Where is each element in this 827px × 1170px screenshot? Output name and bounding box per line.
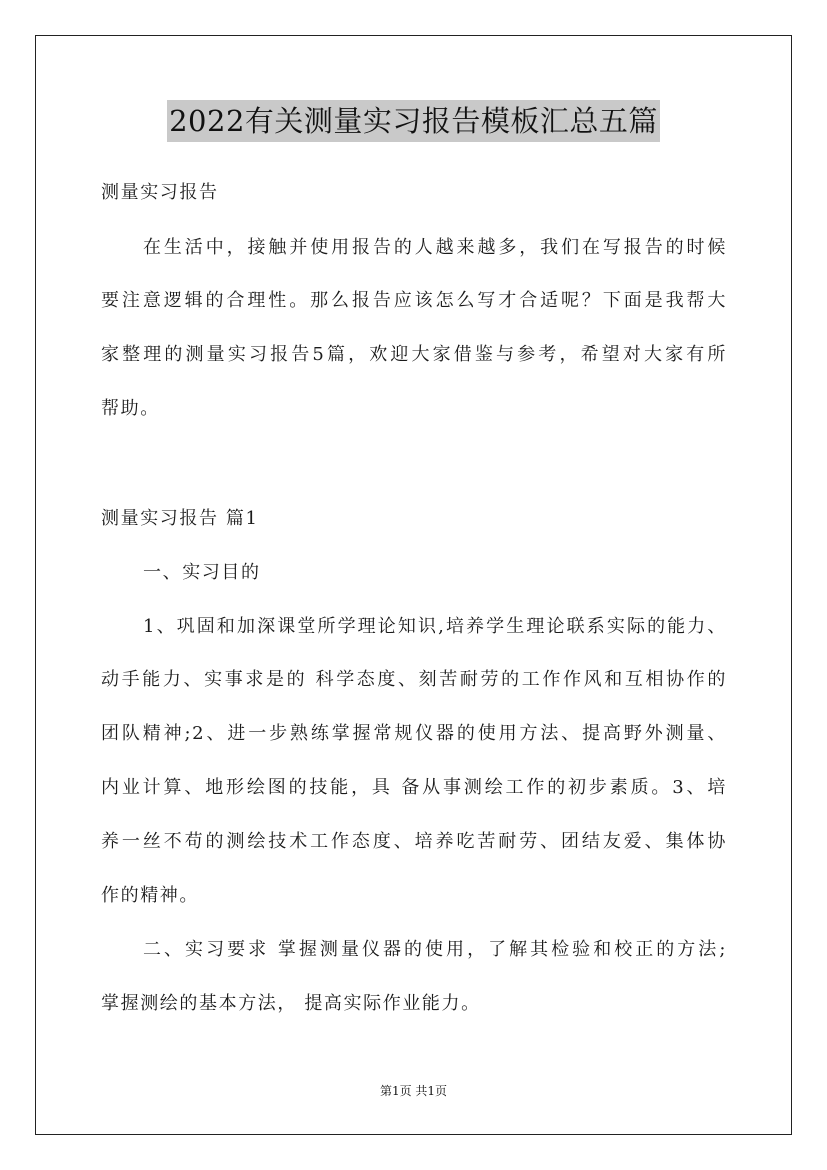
section-heading: 测量实习报告 (101, 182, 219, 203)
title-container (0, 100, 827, 142)
section-heading: 测量实习报告 篇1 (101, 508, 259, 529)
paragraph-line: 家整理的测量实习报告5篇，欢迎大家借鉴与参考，希望对大家有所 (101, 344, 727, 365)
page-footer: 第1页 共1页 (379, 1084, 448, 1098)
paragraph-line: 1、巩固和加深课堂所学理论知识,培养学生理论联系实际的能力、 (143, 616, 727, 637)
paragraph-line: 掌握测绘的基本方法， 提高实际作业能力。 (101, 993, 481, 1014)
paragraph-line: 在生活中，接触并使用报告的人越来越多，我们在写报告的时候 (143, 237, 727, 258)
paragraph-line: 内业计算、地形绘图的技能，具 备从事测绘工作的初步素质。3、培 (101, 777, 727, 798)
paragraph-line: 养一丝不苟的测绘技术工作态度、培养吃苦耐劳、团结友爱、集体协 (101, 831, 727, 852)
paragraph-line: 要注意逻辑的合理性。那么报告应该怎么写才合适呢？下面是我帮大 (101, 290, 727, 311)
paragraph-line: 动手能力、实事求是的 科学态度、刻苦耐劳的工作作风和互相协作的 (101, 669, 727, 690)
paragraph-line: 帮助。 (101, 398, 160, 419)
paragraph-line: 作的精神。 (101, 885, 199, 906)
document-title: 2022有关测量实习报告模板汇总五篇 (167, 100, 660, 142)
paragraph-line: 团队精神;2、进一步熟练掌握常规仪器的使用方法、提高野外测量、 (101, 723, 727, 744)
subsection-heading: 一、实习目的 (143, 562, 261, 583)
paragraph-line: 二、实习要求 掌握测量仪器的使用，了解其检验和校正的方法; (143, 939, 727, 960)
